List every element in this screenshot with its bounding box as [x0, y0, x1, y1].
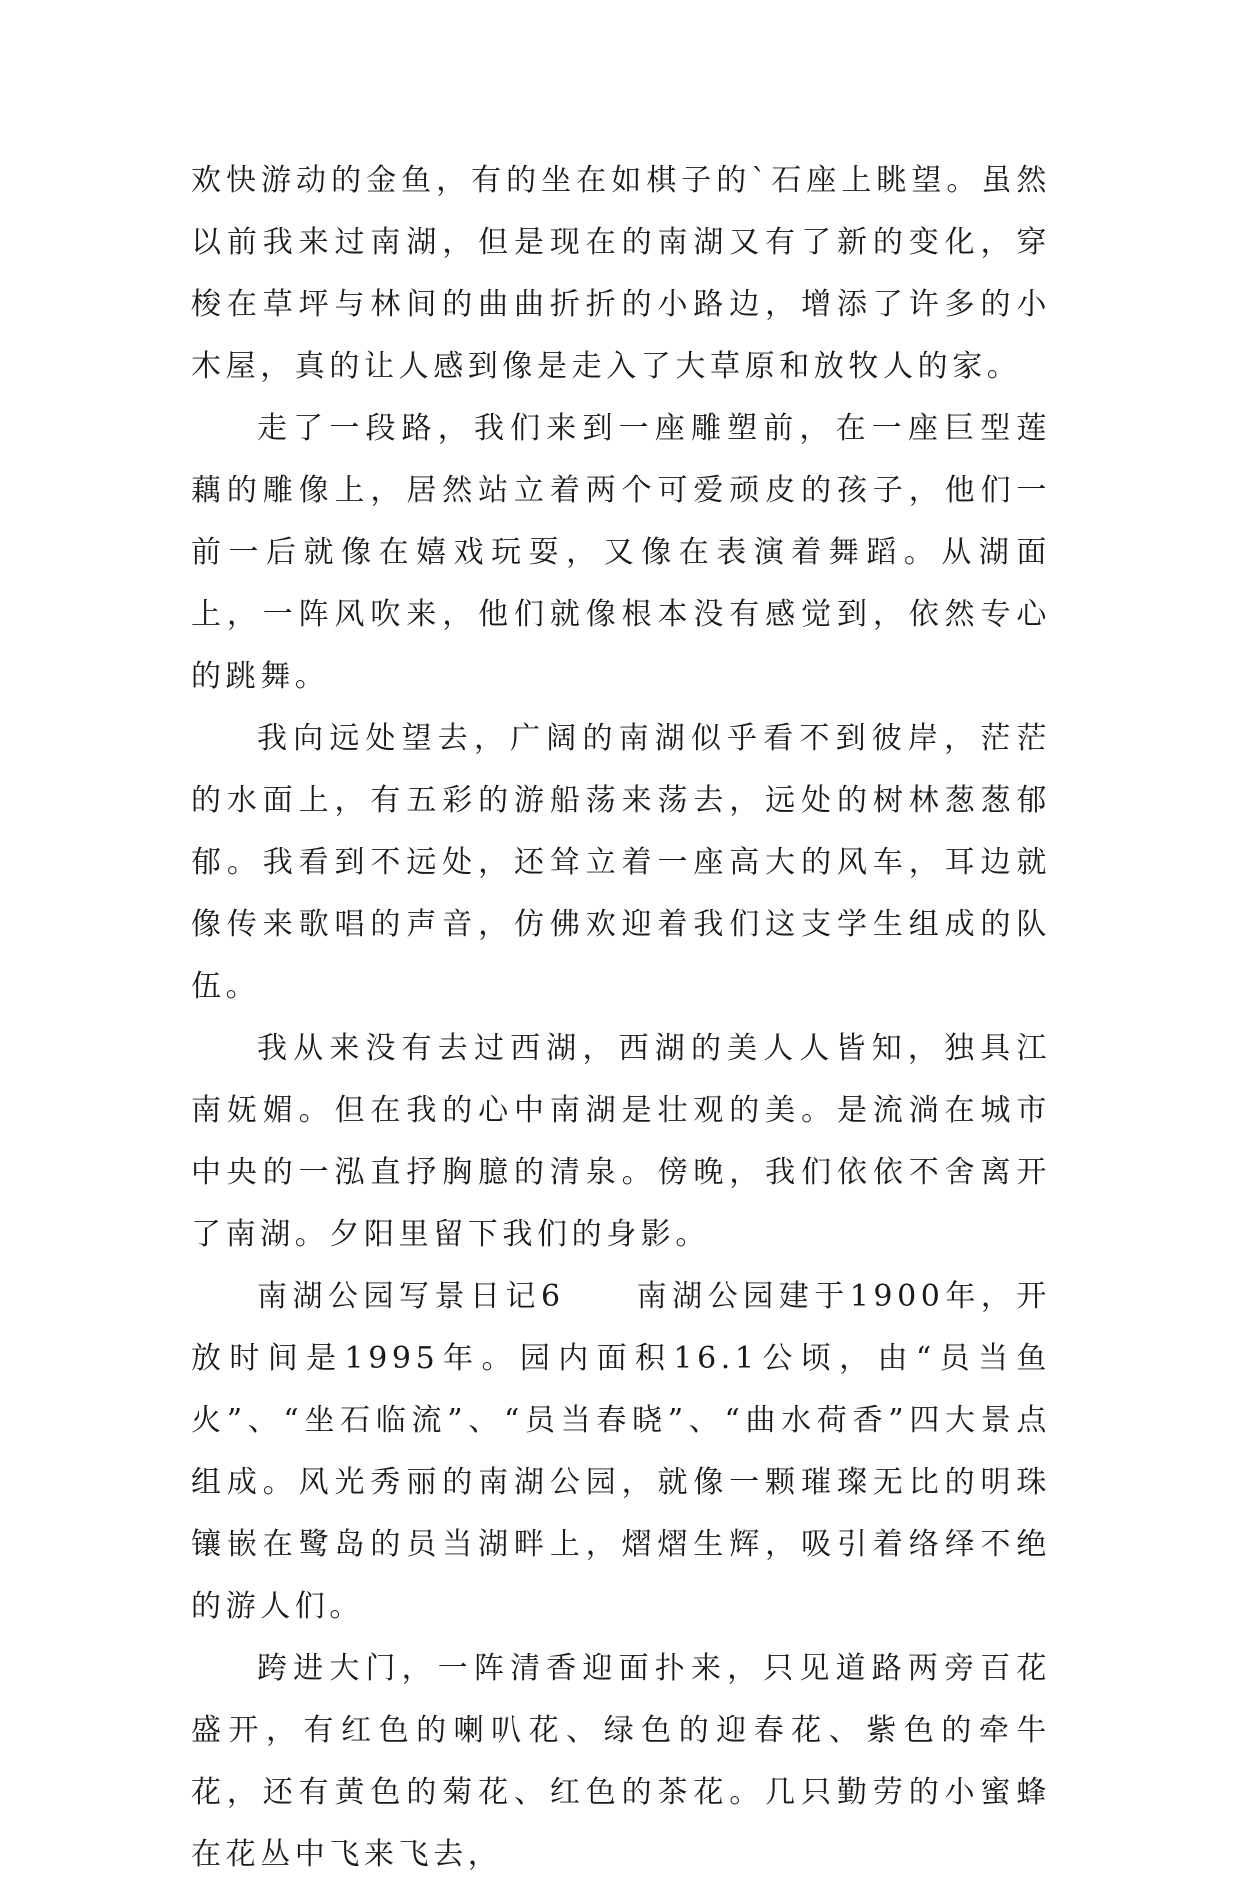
paragraph-6: 跨进大门，一阵清香迎面扑来，只见道路两旁百花盛开，有红色的喇叭花、绿色的迎春花、紫色的牵牛花，还有黄色的菊花、红色的茶花。几只勤劳的小蜜蜂在花丛中飞来飞去， [191, 1651, 1051, 1872]
document-body [191, 150, 1051, 1886]
paragraph-4: 我从来没有去过西湖，西湖的美人人皆知，独具江南妩媚。但在我的心中南湖是壮观的美。是流淌在城市中央的一泓直抒胸臆的清泉。傍晚，我们依依不舍离开了南湖。夕阳里留下我们的身影。 [191, 1031, 1051, 1252]
paragraph-3: 我向远处望去，广阔的南湖似乎看不到彼岸，茫茫的水面上，有五彩的游船荡来荡去，远处的树林葱葱郁郁。我看到不远处，还耸立着一座高大的风车，耳边就像传来歌唱的声音，仿佛欢迎着我们这支学生组成的队伍。 [191, 721, 1051, 1004]
paragraph-5: 南湖公园写景日记6 南湖公园建于1900年，开放时间是1995年。园内面积16.1公顷，由“员当鱼火”、“坐石临流”、“员当春晓”、“曲水荷香”四大景点组成。风光秀丽的南湖公园，就像一颗璀璨无比的明珠镶嵌在鹭岛的员当湖畔上，熠熠生辉，吸引着络绎不绝的游人们。 [191, 1279, 1051, 1624]
paragraph-1: 欢快游动的金鱼，有的坐在如棋子的`石座上眺望。虽然以前我来过南湖，但是现在的南湖又有了新的变化，穿梭在草坪与林间的曲曲折折的小路边，增添了许多的小木屋，真的让人感到像是走入了大草原和放牧人的家。 [191, 163, 1051, 384]
paragraph-2: 走了一段路，我们来到一座雕塑前，在一座巨型莲藕的雕像上，居然站立着两个可爱顽皮的孩子，他们一前一后就像在嬉戏玩耍，又像在表演着舞蹈。从湖面上，一阵风吹来，他们就像根本没有感觉到，依然专心的跳舞。 [191, 411, 1051, 694]
